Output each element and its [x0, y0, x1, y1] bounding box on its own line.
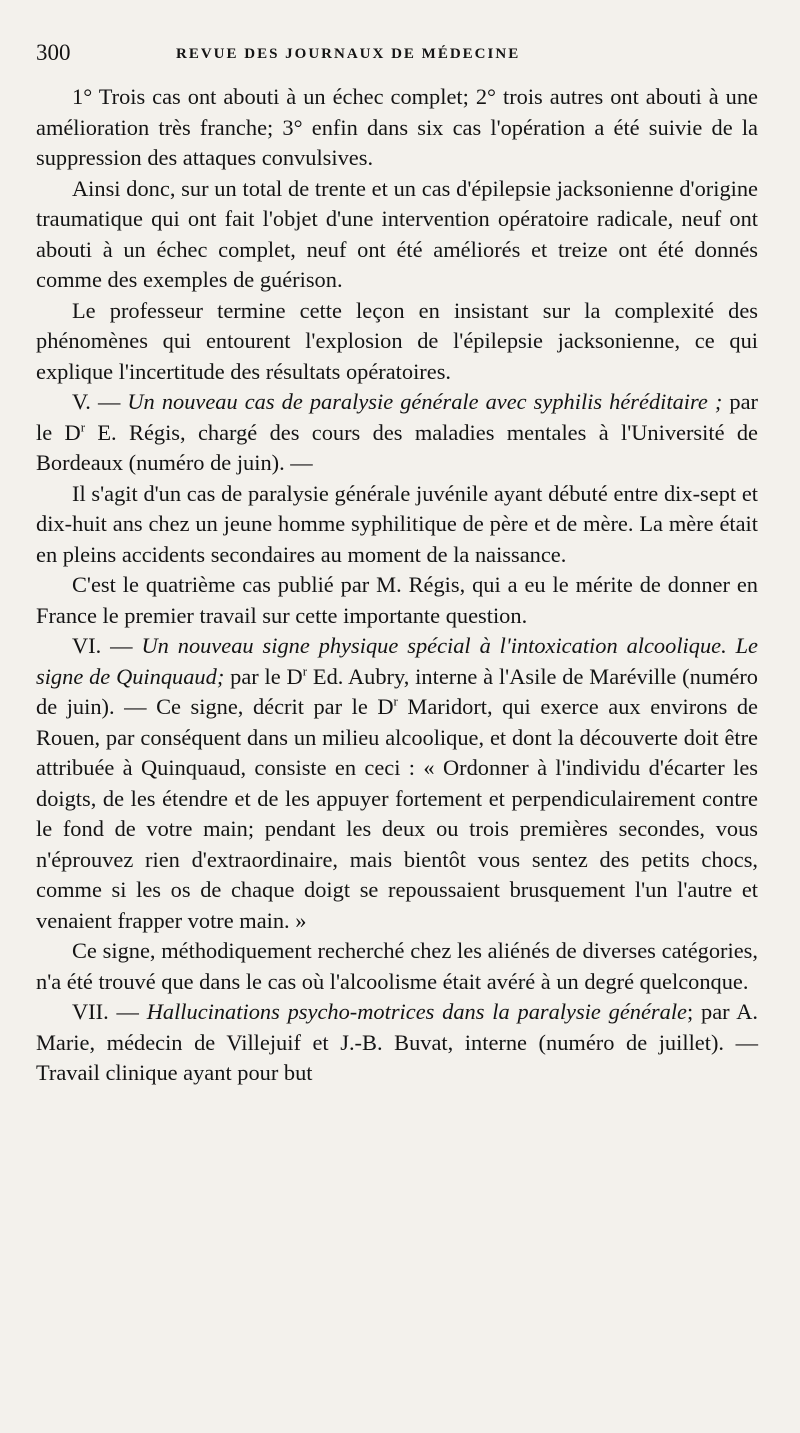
- paragraph: Ainsi donc, sur un total de trente et un cas d'épilepsie jacksonienne d'origine traumatique qui ont fait l'objet d'une intervention opératoire radicale, neuf ont abouti à un échec complet, neuf ont été améliorés et treize ont été donnés comme des exemples de guérison.: [36, 175, 758, 292]
- page-header: [36, 40, 760, 72]
- article-title: Un nouveau cas de paralysie générale avec syphilis héréditaire ;: [127, 389, 723, 414]
- section-vii: [36, 997, 758, 1089]
- section-vi: [36, 631, 758, 936]
- text-run: par le D: [224, 663, 303, 689]
- paragraph: C'est le quatrième cas publié par M. Régis, qui a eu le mérite de donner en France le premier travail sur cette importante question.: [36, 572, 758, 628]
- text-run: par le D: [36, 389, 758, 445]
- paragraph: Ce signe, méthodiquement recherché chez les aliénés de diverses catégories, n'a été trouvé que dans le cas où l'alcoolisme était avéré à un degré quelconque.: [36, 938, 758, 994]
- running-head: REVUE DES JOURNAUX DE MÉDECINE: [176, 46, 521, 62]
- text-run: ; par A. Marie, médecin de Villejuif et J.-B. Buvat, interne (numéro de juillet). — Travail clinique ayant pour but: [36, 999, 758, 1085]
- page-number: 300: [36, 40, 71, 65]
- body-text: [36, 82, 758, 1089]
- article-title: Hallucinations psycho-motrices dans la paralysie générale: [146, 999, 687, 1024]
- section-v: [36, 387, 758, 479]
- text-run: Maridort, qui exerce aux environs de Rouen, par conséquent dans un milieu alcoolique, et dont la découverte doit être attribuée à Quinquaud, consiste en ceci : « Ordonner à l'individu d'écarter les doigts, de les étendre et de les appuyer fortement et perpendiculairement contre le fond de votre main; pendant les deux ou trois premières secondes, vous n'éprouvez rien d'extraordinaire, mais bientôt vous sentez des petits chocs, comme si les os de chaque doigt se repoussaient brusquement l'un l'autre et venaient frapper votre main. »: [36, 694, 758, 933]
- paragraph: Le professeur termine cette leçon en insistant sur la complexité des phénomènes qui entourent l'explosion de l'épilepsie jacksonienne, ce qui explique l'incertitude des résultats opératoires.: [36, 297, 758, 384]
- paragraph: Il s'agit d'un cas de paralysie générale juvénile ayant débuté entre dix-sept et dix-huit ans chez un jeune homme syphilitique de père et de mère. La mère était en pleins accidents secondaires au moment de la naissance.: [36, 480, 758, 567]
- superscript: r: [393, 693, 398, 709]
- section-numeral: VII. —: [72, 999, 147, 1024]
- section-numeral: V. —: [72, 389, 128, 414]
- paragraph: 1° Trois cas ont abouti à un échec complet; 2° trois autres ont abouti à une amélioration très franche; 3° enfin dans six cas l'opération a été suivie de la suppression des attaques convulsives.: [36, 84, 758, 170]
- text-run: Ed. Aubry, interne à l'Asile de Maréville (numéro de juin). — Ce signe, décrit par le D: [36, 663, 759, 719]
- superscript: r: [302, 663, 308, 679]
- section-numeral: VI. —: [72, 633, 142, 658]
- text-run: E. Régis, chargé des cours des maladies mentales à l'Université de Bordeaux (numéro de juin). —: [36, 419, 758, 475]
- article-title: Un nouveau signe physique spécial à l'intoxication alcoolique. Le signe de Quinquaud;: [36, 633, 758, 689]
- superscript: r: [80, 419, 86, 435]
